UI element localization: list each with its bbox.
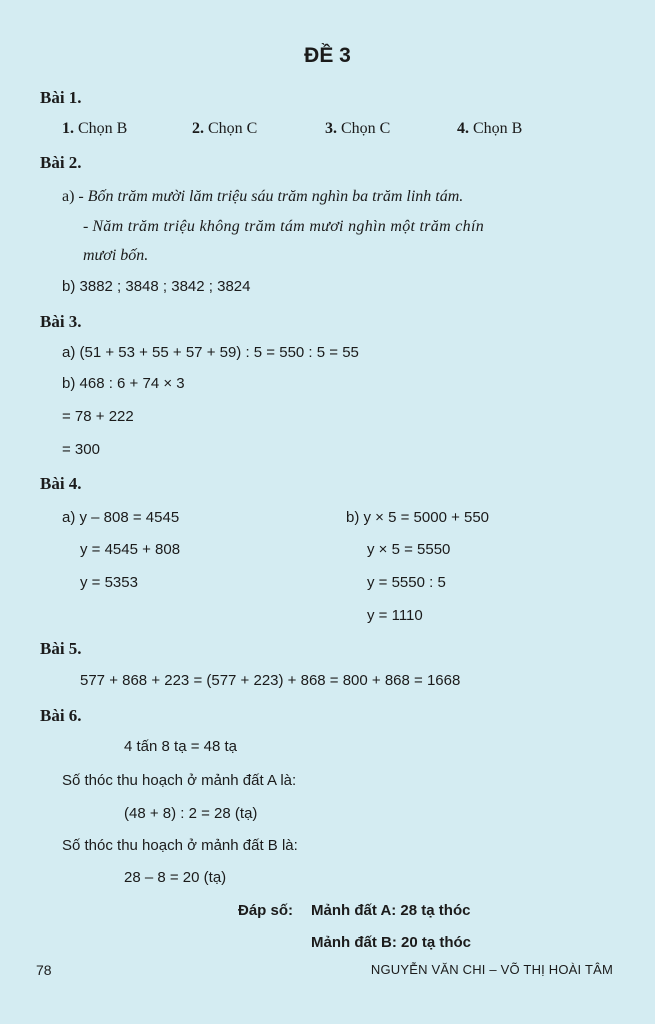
bai6-heading: Bài 6. — [40, 706, 82, 725]
bai3-heading: Bài 3. — [40, 312, 82, 331]
bai1-choice-2: 2. Chọn C — [192, 120, 258, 137]
bai2-a2-line2: mươi bốn. — [83, 247, 149, 264]
bai2-heading: Bài 2. — [40, 153, 82, 172]
bai6-l2: Số thóc thu hoạch ở mảnh đất A là: — [62, 772, 297, 789]
bai6-answer-2: Mảnh đất B: 20 tạ thóc — [311, 934, 472, 951]
bai4-left-1: a) y – 808 = 4545 — [62, 509, 180, 526]
bai6-l4: Số thóc thu hoạch ở mảnh đất B là: — [62, 837, 298, 854]
bai3-b: b) 468 : 6 + 74 × 3 — [62, 375, 185, 392]
bai2-a1: a) - Bốn trăm mười lăm triệu sáu trăm nghìn ba trăm linh tám. — [62, 188, 464, 205]
bai1-choice-1: 1. Chọn B — [62, 120, 128, 137]
bai6-l5: 28 – 8 = 20 (tạ) — [124, 869, 227, 886]
bai5-heading: Bài 5. — [40, 639, 82, 658]
bai4-right-2: y × 5 = 5550 — [367, 541, 451, 558]
bai6-answer-label: Đáp số: — [238, 902, 294, 919]
bai5-line: 577 + 868 + 223 = (577 + 223) + 868 = 800 + 868 = 1668 — [80, 672, 461, 689]
bai1-choice-3: 3. Chọn C — [325, 120, 391, 137]
bai2-b: b) 3882 ; 3848 ; 3842 ; 3824 — [62, 278, 251, 295]
bai6-l1: 4 tấn 8 tạ = 48 tạ — [124, 738, 238, 755]
bai1-choice-4: 4. Chọn B — [457, 120, 523, 137]
bai4-right-1: b) y × 5 = 5000 + 550 — [346, 509, 490, 526]
page-number: 78 — [36, 962, 52, 978]
bai3-b3: = 300 — [62, 441, 100, 458]
bai4-right-3: y = 5550 : 5 — [367, 574, 446, 591]
bai6-l3: (48 + 8) : 2 = 28 (tạ) — [124, 805, 258, 822]
footer-authors: NGUYỄN VĂN CHI – VÕ THỊ HOÀI TÂM — [370, 962, 613, 977]
bai3-a: a) (51 + 53 + 55 + 57 + 59) : 5 = 550 : 5 = 55 — [62, 344, 359, 361]
bai3-b2: = 78 + 222 — [62, 408, 134, 425]
bai2-a2-line1: - Năm trăm triệu không trăm tám mươi nghìn một trăm chín — [83, 218, 485, 235]
page-title: ĐỀ 3 — [304, 44, 351, 67]
bai4-heading: Bài 4. — [40, 474, 82, 493]
bai4-right-4: y = 1110 — [367, 607, 423, 624]
bai1-heading: Bài 1. — [40, 88, 82, 107]
bai6-answer-1: Mảnh đất A: 28 tạ thóc — [311, 902, 471, 919]
bai4-left-3: y = 5353 — [80, 574, 138, 591]
bai4-left-2: y = 4545 + 808 — [80, 541, 181, 558]
